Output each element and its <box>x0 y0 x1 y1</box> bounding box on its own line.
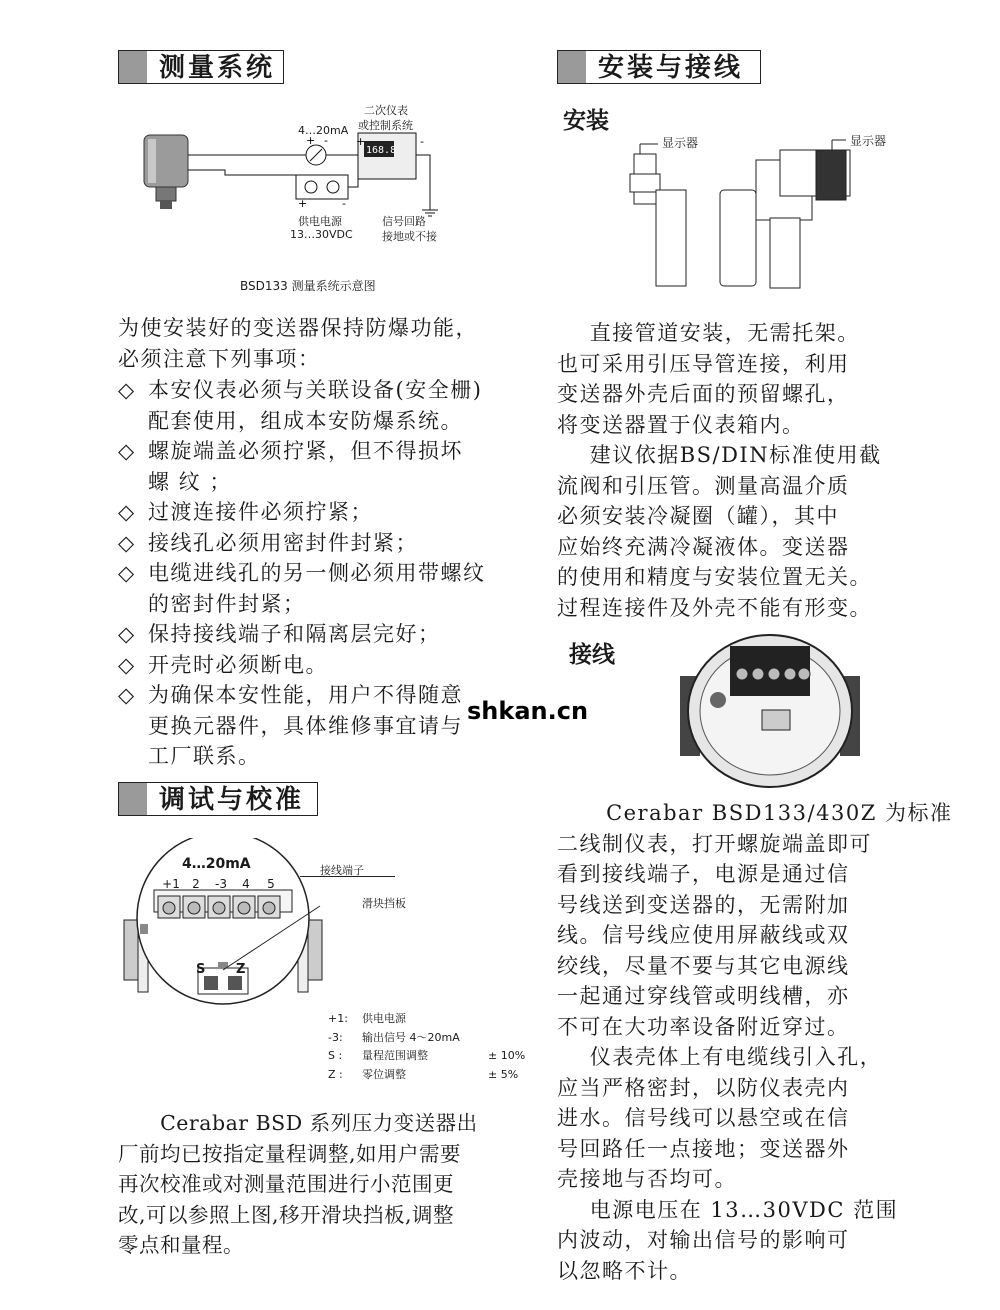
section-heading-measurement: 测量系统 <box>118 50 284 84</box>
terminal-callout: 接线端子 <box>320 864 364 877</box>
subheading-installation: 安装 <box>563 108 609 134</box>
precaution-item <box>118 619 538 650</box>
display-value: 168.8 <box>366 145 397 156</box>
terminal-callout-line <box>300 876 395 877</box>
display-label-b: 显示器 <box>850 134 887 148</box>
precaution-item <box>118 558 538 619</box>
slider-callout: 滑块挡板 <box>362 897 406 910</box>
diamond-bullet-icon: ◇ <box>118 500 136 524</box>
legend-row <box>328 1066 525 1085</box>
diamond-bullet-icon: ◇ <box>118 652 136 677</box>
precaution-text: 接线孔必须用密封件封紧； <box>148 530 418 555</box>
precaution-text: 保持接线端子和隔离层完好； <box>148 622 441 646</box>
precaution-item <box>118 497 538 528</box>
terminal-label: -3 <box>215 877 227 891</box>
s-label: S <box>196 962 206 977</box>
precaution-text: 过渡连接件必须拧紧； <box>148 500 373 524</box>
transmitter-image <box>144 135 188 209</box>
range-label: 4…20mA <box>182 856 251 872</box>
installation-paragraph: 直接管道安装，无需托架。 也可采用引压导管连接，利用 变送器外壳后面的预留螺孔， 将变送器置于仪表箱内。 建议依据BS/DIN标准使用截 流阀和引压管。测量高温介质 必须安装冷凝圈（罐），其中 应始终充满冷凝液体。变送器 的使用和精度与安装位置无关。 过程连接件及外壳不能有形变。 <box>557 321 882 620</box>
z-label: Z <box>236 962 246 977</box>
legend-row <box>328 1010 525 1029</box>
watermark: shkan.cn <box>467 697 589 725</box>
intro-text: 为使安装好的变送器保持防爆功能， 必须注意下列事项： <box>118 316 478 371</box>
legend-row <box>328 1047 525 1066</box>
svg-text:-: - <box>342 197 346 210</box>
precaution-text: 开壳时必须断电。 <box>148 652 328 677</box>
precaution-text: 本安仪表必须与关联设备(安全栅) 配套使用，组成本安防爆系统。 <box>148 378 483 433</box>
subheading-wiring: 接线 <box>569 642 615 668</box>
wiring-photo <box>680 626 860 788</box>
calibration-paragraph: Cerabar BSD 系列压力变送器出 厂前均已按指定量程调整,如用户需要 再次校准或对测量范围进行小范围更 改,可以参照上图,移开滑块挡板,调整 零点和量程。 <box>118 1111 478 1257</box>
diamond-bullet-icon: ◇ <box>118 378 136 402</box>
precaution-item <box>118 650 538 681</box>
signal-label-2: 接地或不接 <box>382 230 437 243</box>
installation-drawings <box>620 130 900 290</box>
precaution-item <box>118 375 538 436</box>
display-label-a: 显示器 <box>662 136 699 150</box>
legend-key: Z : <box>328 1067 343 1081</box>
diamond-bullet-icon: ◇ <box>118 622 136 646</box>
power-supply-box <box>296 175 348 199</box>
precaution-text: 电缆进线孔的另一侧必须用带螺纹 的密封件封紧； <box>148 561 486 616</box>
section-heading-installation: 安装与接线 <box>557 50 761 84</box>
precaution-text: 螺旋端盖必须拧紧，但不得损坏 螺 纹 ； <box>148 439 463 494</box>
terminal-label: 5 <box>267 877 275 891</box>
precaution-text: 为确保本安性能，用户不得随意 更换元器件，具体维修事宜请与 工厂联系。 <box>148 683 463 768</box>
legend-value: ± 10% <box>488 1049 526 1062</box>
terminal-label: 2 <box>192 877 200 891</box>
instrument-label-2: 或控制系统 <box>358 119 413 132</box>
svg-text:+: + <box>306 134 316 147</box>
power-label-2: 13…30VDC <box>290 228 353 241</box>
section-heading-calibration: 调试与校准 <box>118 782 318 816</box>
terminal-label: 4 <box>242 877 250 891</box>
legend-key: S : <box>328 1049 343 1062</box>
legend-row <box>328 1029 525 1048</box>
power-label-1: 供电电源 <box>298 215 342 228</box>
precaution-item <box>118 436 538 497</box>
diamond-bullet-icon: ◇ <box>118 683 136 707</box>
legend-key: -3: <box>328 1030 343 1044</box>
signal-label-1: 信号回路 <box>382 215 426 228</box>
precaution-item <box>118 680 538 772</box>
instrument-label-1: 二次仪表 <box>364 104 408 117</box>
legend-value: ± 5% <box>488 1067 519 1081</box>
terminal-label: +1 <box>162 877 180 891</box>
svg-text:+: + <box>298 197 308 210</box>
diamond-bullet-icon: ◇ <box>118 439 136 463</box>
precaution-item <box>118 528 538 559</box>
diagram-caption: BSD133 测量系统示意图 <box>240 279 376 293</box>
diamond-bullet-icon: ◇ <box>118 561 136 585</box>
calibration-legend <box>328 1010 525 1084</box>
legend-key: +1: <box>328 1012 348 1025</box>
svg-text:+: + <box>356 135 366 148</box>
legend-desc: 输出信号 4～20mA <box>362 1030 460 1044</box>
legend-desc: 供电电源 <box>362 1012 406 1025</box>
current-label: 4…20mA <box>298 124 349 137</box>
wiring-paragraph: Cerabar BSD133/430Z 为标准 二线制仪表，打开螺旋端盖即可 看到接线端子，电源是通过信 号线送到变送器的，无需附加 线。信号线应使用屏蔽线或双 绞线，尽量不要与其它电源线 一起通过穿线管或明线槽，亦 不可在大功率设备附近穿过。 仪表壳体上有电缆线引入孔， 应当严格密封，以防仪表壳内 进水。信号线可以悬空或在信 号回路任一点接地；变送器外 壳接地与否均可。 电源电压在 13…30VDC 范围 内波动，对输出信号的影响可 以忽略不计。 <box>557 801 953 1283</box>
legend-desc: 零位调整 <box>362 1067 406 1081</box>
diamond-bullet-icon: ◇ <box>118 530 136 555</box>
svg-text:-: - <box>420 135 424 148</box>
svg-text:-: - <box>324 134 328 147</box>
legend-desc: 量程范围调整 <box>362 1049 428 1062</box>
